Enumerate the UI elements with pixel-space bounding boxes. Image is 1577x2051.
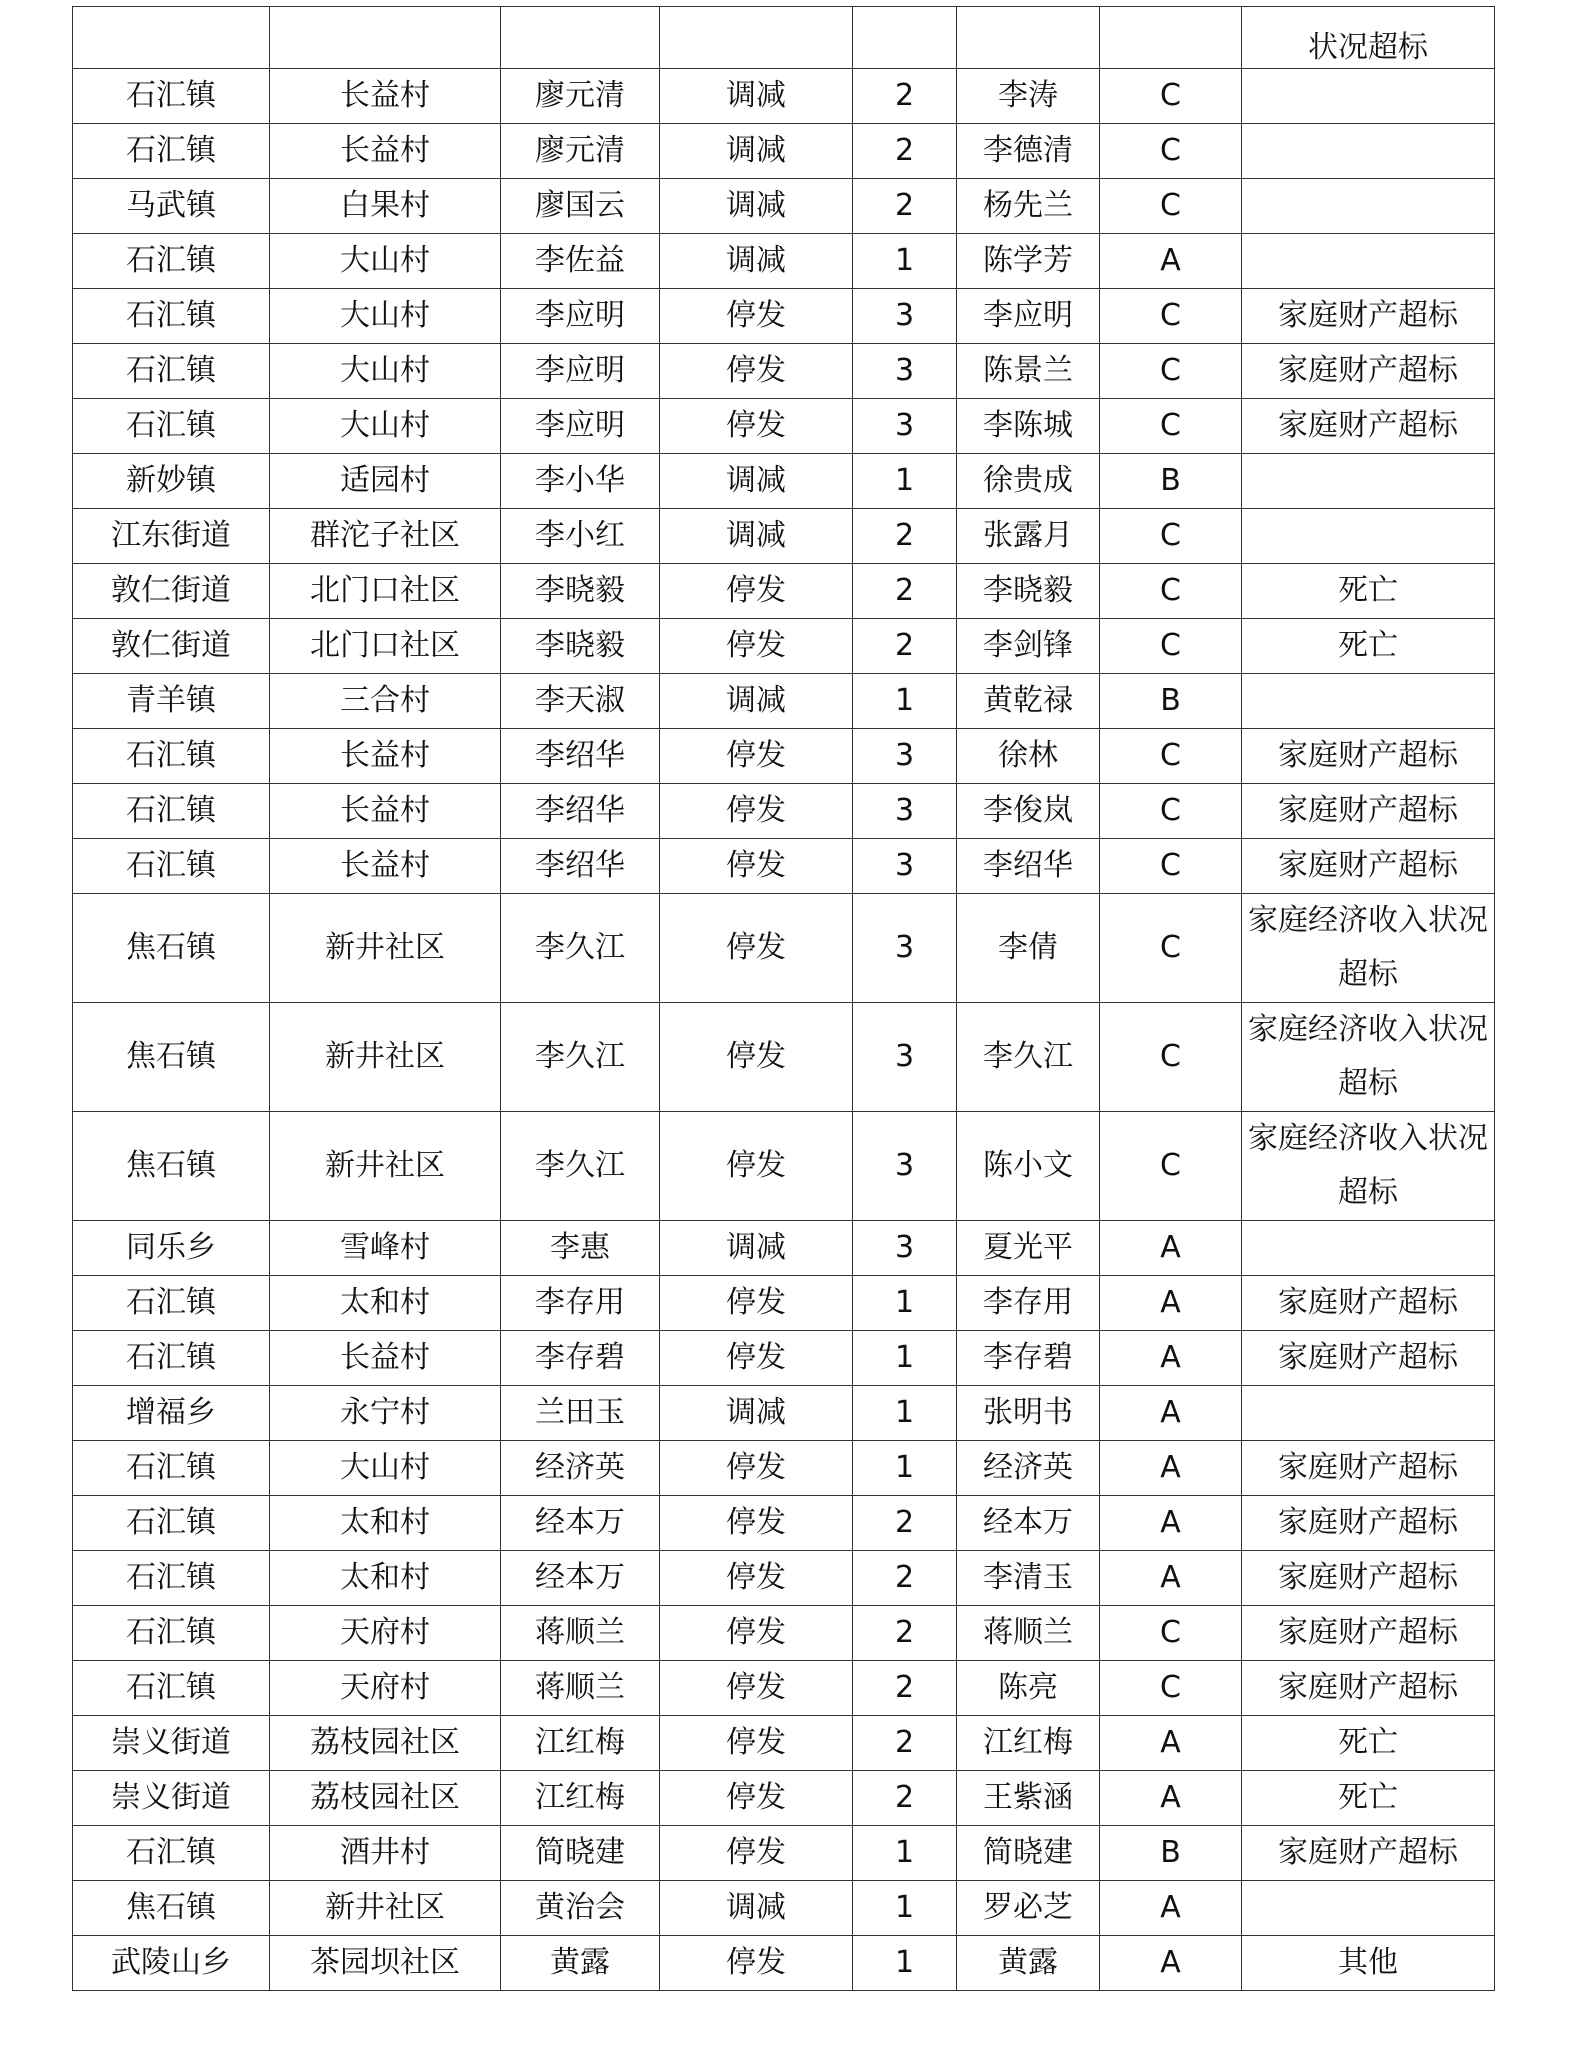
cell-town: 石汇镇 <box>73 1331 270 1386</box>
cell-count: 1 <box>853 1881 957 1936</box>
cell-count: 3 <box>853 289 957 344</box>
cell-action: 停发 <box>660 1331 853 1386</box>
cell-count: 2 <box>853 1551 957 1606</box>
cell-town: 马武镇 <box>73 179 270 234</box>
cell-action: 停发 <box>660 1112 853 1221</box>
cell-householder: 李久江 <box>501 1112 660 1221</box>
cell-town: 石汇镇 <box>73 344 270 399</box>
cell-count: 2 <box>853 619 957 674</box>
cell-count: 1 <box>853 1386 957 1441</box>
cell-reason <box>1242 179 1495 234</box>
cell-action: 停发 <box>660 564 853 619</box>
table-row <box>73 344 1495 399</box>
cell-town: 敦仁街道 <box>73 619 270 674</box>
cell-category: A <box>1100 1496 1242 1551</box>
cell-category: A <box>1100 1716 1242 1771</box>
cell-householder: 李绍华 <box>501 729 660 784</box>
cell-category: A <box>1100 1771 1242 1826</box>
cell-action: 停发 <box>660 1936 853 1991</box>
cell-category: A <box>1100 1276 1242 1331</box>
cell-action <box>660 7 853 69</box>
cell-householder: 李久江 <box>501 1003 660 1112</box>
cell-member: 黄露 <box>957 1936 1100 1991</box>
cell-reason: 家庭财产超标 <box>1242 1661 1495 1716</box>
cell-action: 调减 <box>660 69 853 124</box>
cell-category: A <box>1100 1551 1242 1606</box>
cell-town: 焦石镇 <box>73 1112 270 1221</box>
cell-action: 停发 <box>660 1003 853 1112</box>
cell-householder: 李晓毅 <box>501 564 660 619</box>
cell-town: 石汇镇 <box>73 1276 270 1331</box>
cell-householder: 李小华 <box>501 454 660 509</box>
cell-count: 2 <box>853 69 957 124</box>
cell-village: 大山村 <box>270 399 501 454</box>
cell-village: 北门口社区 <box>270 564 501 619</box>
cell-householder: 李应明 <box>501 289 660 344</box>
cell-category: A <box>1100 1331 1242 1386</box>
cell-town <box>73 7 270 69</box>
cell-member: 李剑锋 <box>957 619 1100 674</box>
cell-village: 太和村 <box>270 1496 501 1551</box>
cell-town: 石汇镇 <box>73 399 270 454</box>
cell-member: 蒋顺兰 <box>957 1606 1100 1661</box>
cell-reason: 家庭财产超标 <box>1242 1331 1495 1386</box>
cell-action: 停发 <box>660 1661 853 1716</box>
cell-action: 调减 <box>660 454 853 509</box>
cell-count: 3 <box>853 344 957 399</box>
cell-householder: 廖国云 <box>501 179 660 234</box>
table-row <box>73 1936 1495 1991</box>
cell-village: 太和村 <box>270 1276 501 1331</box>
cell-category: A <box>1100 1221 1242 1276</box>
cell-village: 永宁村 <box>270 1386 501 1441</box>
cell-village: 长益村 <box>270 784 501 839</box>
cell-reason: 家庭财产超标 <box>1242 344 1495 399</box>
cell-member: 夏光平 <box>957 1221 1100 1276</box>
cell-householder: 李应明 <box>501 344 660 399</box>
cell-reason: 家庭财产超标 <box>1242 729 1495 784</box>
cell-action: 调减 <box>660 234 853 289</box>
cell-householder: 经本万 <box>501 1496 660 1551</box>
cell-member: 江红梅 <box>957 1716 1100 1771</box>
cell-action: 停发 <box>660 1441 853 1496</box>
table-row <box>73 1771 1495 1826</box>
table-row <box>73 1606 1495 1661</box>
cell-category: C <box>1100 69 1242 124</box>
cell-action: 停发 <box>660 729 853 784</box>
cell-householder: 蒋顺兰 <box>501 1661 660 1716</box>
cell-householder: 李小红 <box>501 509 660 564</box>
cell-householder: 李晓毅 <box>501 619 660 674</box>
cell-town: 焦石镇 <box>73 1881 270 1936</box>
cell-count: 1 <box>853 1936 957 1991</box>
table-row <box>73 69 1495 124</box>
cell-householder: 兰田玉 <box>501 1386 660 1441</box>
cell-village <box>270 7 501 69</box>
cell-reason: 家庭财产超标 <box>1242 399 1495 454</box>
cell-category: C <box>1100 894 1242 1003</box>
cell-reason <box>1242 509 1495 564</box>
cell-village: 群沱子社区 <box>270 509 501 564</box>
cell-count: 1 <box>853 234 957 289</box>
cell-town: 焦石镇 <box>73 1003 270 1112</box>
table-row <box>73 564 1495 619</box>
cell-village: 适园村 <box>270 454 501 509</box>
cell-village: 长益村 <box>270 69 501 124</box>
cell-member: 张明书 <box>957 1386 1100 1441</box>
cell-category <box>1100 7 1242 69</box>
cell-reason: 家庭财产超标 <box>1242 1551 1495 1606</box>
cell-member: 张露月 <box>957 509 1100 564</box>
cell-member: 陈亮 <box>957 1661 1100 1716</box>
cell-reason: 家庭经济收入状况超标 <box>1242 894 1495 1003</box>
cell-count: 3 <box>853 1003 957 1112</box>
cell-reason: 家庭经济收入状况超标 <box>1242 1003 1495 1112</box>
cell-category: C <box>1100 1606 1242 1661</box>
cell-householder: 李存碧 <box>501 1331 660 1386</box>
cell-village: 雪峰村 <box>270 1221 501 1276</box>
cell-reason: 家庭财产超标 <box>1242 289 1495 344</box>
cell-town: 新妙镇 <box>73 454 270 509</box>
cell-member: 李久江 <box>957 1003 1100 1112</box>
cell-village: 长益村 <box>270 124 501 179</box>
cell-village: 新井社区 <box>270 1003 501 1112</box>
cell-action: 停发 <box>660 1551 853 1606</box>
cell-village: 大山村 <box>270 344 501 399</box>
cell-village: 茶园坝社区 <box>270 1936 501 1991</box>
cell-village: 新井社区 <box>270 894 501 1003</box>
cell-village: 长益村 <box>270 1331 501 1386</box>
cell-member: 李存用 <box>957 1276 1100 1331</box>
cell-member: 徐贵成 <box>957 454 1100 509</box>
cell-reason <box>1242 1881 1495 1936</box>
table-row <box>73 1551 1495 1606</box>
cell-town: 增福乡 <box>73 1386 270 1441</box>
table-row <box>73 619 1495 674</box>
table-row <box>73 1716 1495 1771</box>
cell-action: 调减 <box>660 179 853 234</box>
cell-reason: 死亡 <box>1242 1716 1495 1771</box>
cell-town: 石汇镇 <box>73 1661 270 1716</box>
table-row <box>73 1331 1495 1386</box>
cell-village: 天府村 <box>270 1606 501 1661</box>
cell-reason: 家庭财产超标 <box>1242 1441 1495 1496</box>
cell-reason <box>1242 674 1495 729</box>
cell-member: 杨先兰 <box>957 179 1100 234</box>
cell-village: 大山村 <box>270 234 501 289</box>
cell-count: 2 <box>853 1716 957 1771</box>
cell-action: 停发 <box>660 619 853 674</box>
cell-count: 2 <box>853 1496 957 1551</box>
cell-town: 石汇镇 <box>73 1606 270 1661</box>
cell-action: 停发 <box>660 1826 853 1881</box>
table-row <box>73 289 1495 344</box>
cell-member: 李德清 <box>957 124 1100 179</box>
cell-member: 经本万 <box>957 1496 1100 1551</box>
cell-village: 荔枝园社区 <box>270 1771 501 1826</box>
cell-category: A <box>1100 234 1242 289</box>
cell-village: 酒井村 <box>270 1826 501 1881</box>
table-row <box>73 1003 1495 1112</box>
table-body <box>73 7 1495 1991</box>
cell-member: 陈学芳 <box>957 234 1100 289</box>
cell-action: 停发 <box>660 894 853 1003</box>
cell-count: 1 <box>853 674 957 729</box>
cell-category: C <box>1100 179 1242 234</box>
cell-village: 新井社区 <box>270 1881 501 1936</box>
cell-member: 李俊岚 <box>957 784 1100 839</box>
cell-town: 石汇镇 <box>73 784 270 839</box>
cell-category: A <box>1100 1441 1242 1496</box>
cell-category: C <box>1100 564 1242 619</box>
table-row <box>73 1826 1495 1881</box>
cell-village: 大山村 <box>270 1441 501 1496</box>
cell-member: 经济英 <box>957 1441 1100 1496</box>
cell-town: 敦仁街道 <box>73 564 270 619</box>
cell-action: 停发 <box>660 1771 853 1826</box>
cell-reason: 家庭经济收入状况超标 <box>1242 1112 1495 1221</box>
cell-member: 李清玉 <box>957 1551 1100 1606</box>
table-row <box>73 1112 1495 1221</box>
cell-householder: 江红梅 <box>501 1716 660 1771</box>
cell-town: 石汇镇 <box>73 1441 270 1496</box>
cell-householder: 李惠 <box>501 1221 660 1276</box>
cell-count: 1 <box>853 454 957 509</box>
cell-householder: 李久江 <box>501 894 660 1003</box>
cell-reason: 家庭财产超标 <box>1242 839 1495 894</box>
cell-category: C <box>1100 399 1242 454</box>
cell-count: 1 <box>853 1276 957 1331</box>
cell-town: 武陵山乡 <box>73 1936 270 1991</box>
cell-member: 黄乾禄 <box>957 674 1100 729</box>
cell-action: 停发 <box>660 1716 853 1771</box>
cell-householder: 李应明 <box>501 399 660 454</box>
cell-count: 3 <box>853 1221 957 1276</box>
cell-town: 青羊镇 <box>73 674 270 729</box>
cell-reason: 家庭财产超标 <box>1242 1276 1495 1331</box>
cell-reason <box>1242 1386 1495 1441</box>
cell-town: 崇义街道 <box>73 1716 270 1771</box>
cell-count: 1 <box>853 1331 957 1386</box>
cell-householder: 黄治会 <box>501 1881 660 1936</box>
table-row <box>73 1441 1495 1496</box>
cell-category: C <box>1100 1661 1242 1716</box>
cell-action: 调减 <box>660 1881 853 1936</box>
cell-count: 2 <box>853 509 957 564</box>
cell-count: 1 <box>853 1826 957 1881</box>
cell-village: 大山村 <box>270 289 501 344</box>
cell-category: C <box>1100 729 1242 784</box>
cell-member: 李绍华 <box>957 839 1100 894</box>
cell-householder <box>501 7 660 69</box>
cell-count: 2 <box>853 1661 957 1716</box>
cell-village: 白果村 <box>270 179 501 234</box>
cell-member <box>957 7 1100 69</box>
cell-town: 江东街道 <box>73 509 270 564</box>
cell-member: 李陈城 <box>957 399 1100 454</box>
cell-category: C <box>1100 344 1242 399</box>
cell-reason: 其他 <box>1242 1936 1495 1991</box>
cell-count: 2 <box>853 1771 957 1826</box>
cell-town: 石汇镇 <box>73 729 270 784</box>
cell-count: 2 <box>853 124 957 179</box>
cell-householder: 经本万 <box>501 1551 660 1606</box>
table-row <box>73 1496 1495 1551</box>
cell-category: C <box>1100 784 1242 839</box>
cell-reason: 家庭财产超标 <box>1242 1496 1495 1551</box>
cell-householder: 李绍华 <box>501 784 660 839</box>
cell-category: B <box>1100 674 1242 729</box>
table-row <box>73 234 1495 289</box>
cell-member: 李晓毅 <box>957 564 1100 619</box>
cell-householder: 蒋顺兰 <box>501 1606 660 1661</box>
cell-householder: 江红梅 <box>501 1771 660 1826</box>
cell-category: C <box>1100 619 1242 674</box>
table-row-continued <box>73 7 1495 69</box>
cell-reason <box>1242 454 1495 509</box>
cell-reason <box>1242 124 1495 179</box>
cell-village: 三合村 <box>270 674 501 729</box>
cell-count: 3 <box>853 839 957 894</box>
cell-action: 停发 <box>660 289 853 344</box>
cell-reason: 家庭财产超标 <box>1242 1606 1495 1661</box>
cell-action: 调减 <box>660 674 853 729</box>
cell-action: 调减 <box>660 1386 853 1441</box>
table-row <box>73 509 1495 564</box>
table-row <box>73 399 1495 454</box>
cell-category: C <box>1100 1112 1242 1221</box>
table-row <box>73 1276 1495 1331</box>
table-row <box>73 179 1495 234</box>
cell-category: A <box>1100 1936 1242 1991</box>
cell-town: 石汇镇 <box>73 1551 270 1606</box>
cell-category: A <box>1100 1881 1242 1936</box>
cell-householder: 李佐益 <box>501 234 660 289</box>
cell-category: C <box>1100 289 1242 344</box>
cell-village: 长益村 <box>270 729 501 784</box>
cell-reason: 死亡 <box>1242 564 1495 619</box>
cell-town: 石汇镇 <box>73 839 270 894</box>
cell-category: C <box>1100 1003 1242 1112</box>
cell-householder: 廖元清 <box>501 124 660 179</box>
cell-count: 2 <box>853 564 957 619</box>
cell-householder: 廖元清 <box>501 69 660 124</box>
cell-member: 李涛 <box>957 69 1100 124</box>
cell-village: 荔枝园社区 <box>270 1716 501 1771</box>
cell-village: 太和村 <box>270 1551 501 1606</box>
cell-town: 石汇镇 <box>73 1496 270 1551</box>
table-row <box>73 1881 1495 1936</box>
table-row <box>73 674 1495 729</box>
cell-householder: 经济英 <box>501 1441 660 1496</box>
cell-reason: 死亡 <box>1242 619 1495 674</box>
table-row <box>73 1661 1495 1716</box>
cell-householder: 黄露 <box>501 1936 660 1991</box>
cell-action: 停发 <box>660 399 853 454</box>
cell-reason: 家庭财产超标 <box>1242 784 1495 839</box>
cell-category: B <box>1100 454 1242 509</box>
table-row <box>73 124 1495 179</box>
cell-member: 李倩 <box>957 894 1100 1003</box>
cell-count: 3 <box>853 894 957 1003</box>
cell-member: 李存碧 <box>957 1331 1100 1386</box>
cell-action: 停发 <box>660 839 853 894</box>
cell-count: 3 <box>853 784 957 839</box>
cell-reason <box>1242 1221 1495 1276</box>
cell-town: 石汇镇 <box>73 124 270 179</box>
cell-category: B <box>1100 1826 1242 1881</box>
cell-member: 徐林 <box>957 729 1100 784</box>
cell-town: 石汇镇 <box>73 1826 270 1881</box>
table-row <box>73 454 1495 509</box>
cell-count: 3 <box>853 729 957 784</box>
cell-reason <box>1242 69 1495 124</box>
cell-action: 调减 <box>660 124 853 179</box>
cell-town: 焦石镇 <box>73 894 270 1003</box>
cell-reason: 状况超标 <box>1242 7 1495 69</box>
cell-action: 停发 <box>660 784 853 839</box>
cell-town: 石汇镇 <box>73 289 270 344</box>
table-row <box>73 839 1495 894</box>
cell-householder: 李天淑 <box>501 674 660 729</box>
cell-member: 简晓建 <box>957 1826 1100 1881</box>
cell-householder: 简晓建 <box>501 1826 660 1881</box>
cell-member: 陈景兰 <box>957 344 1100 399</box>
cell-action: 调减 <box>660 509 853 564</box>
cell-village: 天府村 <box>270 1661 501 1716</box>
cell-count: 1 <box>853 1441 957 1496</box>
cell-category: C <box>1100 839 1242 894</box>
cell-count: 3 <box>853 399 957 454</box>
cell-count: 3 <box>853 1112 957 1221</box>
cell-member: 李应明 <box>957 289 1100 344</box>
assistance-adjustment-table <box>72 6 1495 1991</box>
cell-reason: 家庭财产超标 <box>1242 1826 1495 1881</box>
table-row <box>73 1386 1495 1441</box>
cell-member: 罗必芝 <box>957 1881 1100 1936</box>
cell-action: 停发 <box>660 1496 853 1551</box>
cell-town: 同乐乡 <box>73 1221 270 1276</box>
cell-count <box>853 7 957 69</box>
cell-action: 调减 <box>660 1221 853 1276</box>
cell-village: 长益村 <box>270 839 501 894</box>
cell-action: 停发 <box>660 344 853 399</box>
table-row <box>73 1221 1495 1276</box>
table-row <box>73 729 1495 784</box>
cell-town: 石汇镇 <box>73 69 270 124</box>
cell-householder: 李存用 <box>501 1276 660 1331</box>
table-row <box>73 894 1495 1003</box>
cell-town: 崇义街道 <box>73 1771 270 1826</box>
cell-member: 王紫涵 <box>957 1771 1100 1826</box>
cell-town: 石汇镇 <box>73 234 270 289</box>
cell-village: 北门口社区 <box>270 619 501 674</box>
cell-reason <box>1242 234 1495 289</box>
cell-count: 2 <box>853 179 957 234</box>
cell-action: 停发 <box>660 1276 853 1331</box>
cell-householder: 李绍华 <box>501 839 660 894</box>
cell-action: 停发 <box>660 1606 853 1661</box>
cell-member: 陈小文 <box>957 1112 1100 1221</box>
cell-reason: 死亡 <box>1242 1771 1495 1826</box>
cell-category: A <box>1100 1386 1242 1441</box>
table-row <box>73 784 1495 839</box>
cell-village: 新井社区 <box>270 1112 501 1221</box>
cell-category: C <box>1100 124 1242 179</box>
cell-category: C <box>1100 509 1242 564</box>
cell-count: 2 <box>853 1606 957 1661</box>
